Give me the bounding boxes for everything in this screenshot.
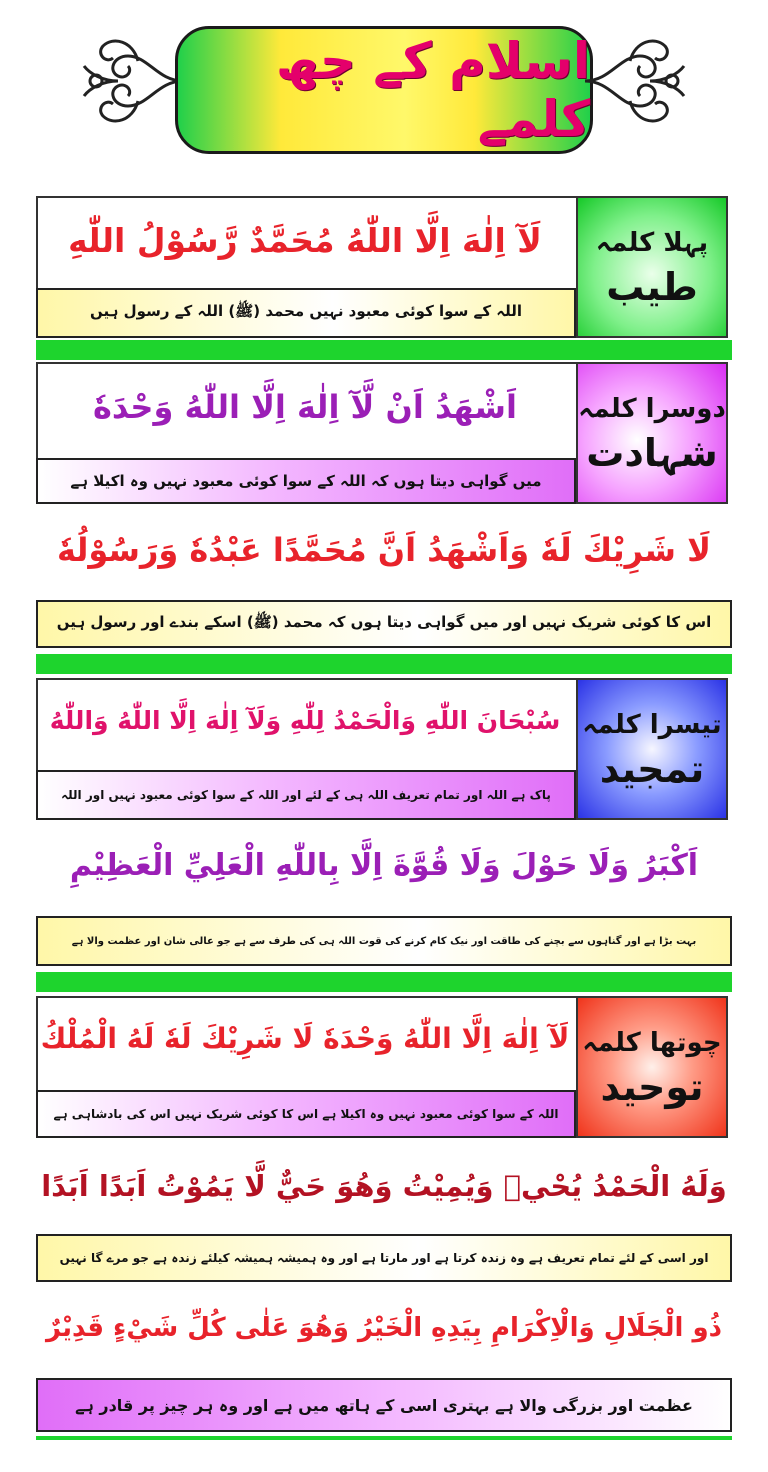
kalima-2-arabic-line-2: لَا شَرِيْكَ لَهٗ وَاَشْهَدُ اَنَّ مُحَمَّدًا عَبْدُهٗ وَرَسُوْلُهٗ: [57, 531, 711, 569]
kalima-4-arabic-line-2: وَلَهُ الْحَمْدُ يُحْيٖ وَيُمِيْتُ وَهُوَ حَيٌّ لَّا يَمُوْتُ اَبَدًا اَبَدًا: [41, 1169, 727, 1203]
page-header: [70, 8, 698, 168]
kalima-2-name-number: دوسرا کلمہ: [578, 394, 726, 424]
kalima-4-translation-3: عظمت اور بزرگی والا ہے بہتری اسی کے ہاتھ میں ہے اور وہ ہر چیز پر قادر ہے: [36, 1378, 732, 1432]
kalima-3-arabic-line-2: اَكْبَرُ وَلَا حَوْلَ وَلَا قُوَّةَ اِلَّا بِاللّٰهِ الْعَلِيِّ الْعَظِيْمِ: [69, 848, 699, 883]
kalima-3-name-number: تیسرا کلمہ: [582, 710, 722, 740]
floral-ornament-left-icon: [78, 26, 188, 136]
section-divider: [36, 654, 732, 674]
kalima-1-name-title: طیب: [606, 265, 698, 309]
kalima-2-translation-1: میں گواہی دیتا ہوں کہ اللہ کے سوا کوئی معبود نہیں وہ اکیلا ہے: [36, 458, 576, 504]
kalima-2-name-title: شہادت: [586, 431, 718, 475]
kalima-3-arabic-line-1: سُبْحَانَ اللّٰهِ وَالْحَمْدُ لِلّٰهِ وَلَآ اِلٰهَ اِلَّا اللّٰهُ وَاللّٰهُ: [49, 706, 561, 735]
section-divider-bottom: [36, 1436, 732, 1440]
kalima-2-name-badge: [576, 362, 728, 504]
kalima-3-translation-1: پاک ہے اللہ اور تمام تعریف اللہ ہی کے لئے اور اللہ کے سوا کوئی معبود نہیں اور اللہ: [36, 770, 576, 820]
kalima-1-arabic-line-1: لَآ اِلٰهَ اِلَّا اللّٰهُ مُحَمَّدٌ رَّسُوْلُ اللّٰهِ: [68, 221, 542, 260]
kalima-4-name-title: توحید: [600, 1065, 704, 1109]
section-divider: [36, 972, 732, 992]
kalima-4-arabic-line-3: ذُو الْجَلَالِ وَالْاِكْرَامِ بِيَدِهِ الْخَيْرُ وَهُوَ عَلٰى كُلِّ شَيْءٍ قَدِيْرٌ: [46, 1313, 722, 1343]
kalima-1-translation-1: اللہ کے سوا کوئی معبود نہیں محمد (ﷺ) اللہ کے رسول ہیں: [36, 288, 576, 338]
kalima-1-name-number: پہلا کلمہ: [595, 228, 709, 258]
title-banner: [175, 26, 593, 154]
kalima-4-name-badge: [576, 996, 728, 1138]
kalima-2-translation-2: اس کا کوئی شریک نہیں اور میں گواہی دیتا ہوں کہ محمد (ﷺ) اسکے بندے اور رسول ہیں: [36, 600, 732, 648]
page-title: اسلام کے چھ کلمے: [275, 32, 590, 148]
kalima-3-name-title: تمجید: [599, 747, 705, 791]
section-divider: [36, 340, 732, 360]
kalima-4-translation-1: اللہ کے سوا کوئی معبود نہیں وہ اکیلا ہے اس کا کوئی شریک نہیں اس کی بادشاہی ہے: [36, 1090, 576, 1138]
kalima-3-name-badge: [576, 678, 728, 820]
kalima-4-arabic-line-1: لَآ اِلٰهَ اِلَّا اللّٰهُ وَحْدَهٗ لَا شَرِيْكَ لَهٗ لَهُ الْمُلْكُ: [40, 1022, 570, 1055]
kalima-3-translation-2: بہت بڑا ہے اور گناہوں سے بچنے کی طاقت اور نیک کام کرنے کی قوت اللہ ہی کی طرف سے ہے جو عالی شان اور عظمت والا ہے: [36, 916, 732, 966]
kalima-1-name-badge: [576, 196, 728, 338]
kalima-4-translation-2: اور اسی کے لئے تمام تعریف ہے وہ زندہ کرتا ہے اور مارتا ہے اور وہ ہمیشہ ہمیشہ کیلئے زندہ ہے جو مرے گا نہیں: [36, 1234, 732, 1282]
kalima-2-arabic-line-1: اَشْهَدُ اَنْ لَّآ اِلٰهَ اِلَّا اللّٰهُ وَحْدَهٗ: [93, 388, 517, 426]
floral-ornament-right-icon: [580, 26, 690, 136]
kalima-4-name-number: چوتھا کلمہ: [582, 1028, 722, 1058]
